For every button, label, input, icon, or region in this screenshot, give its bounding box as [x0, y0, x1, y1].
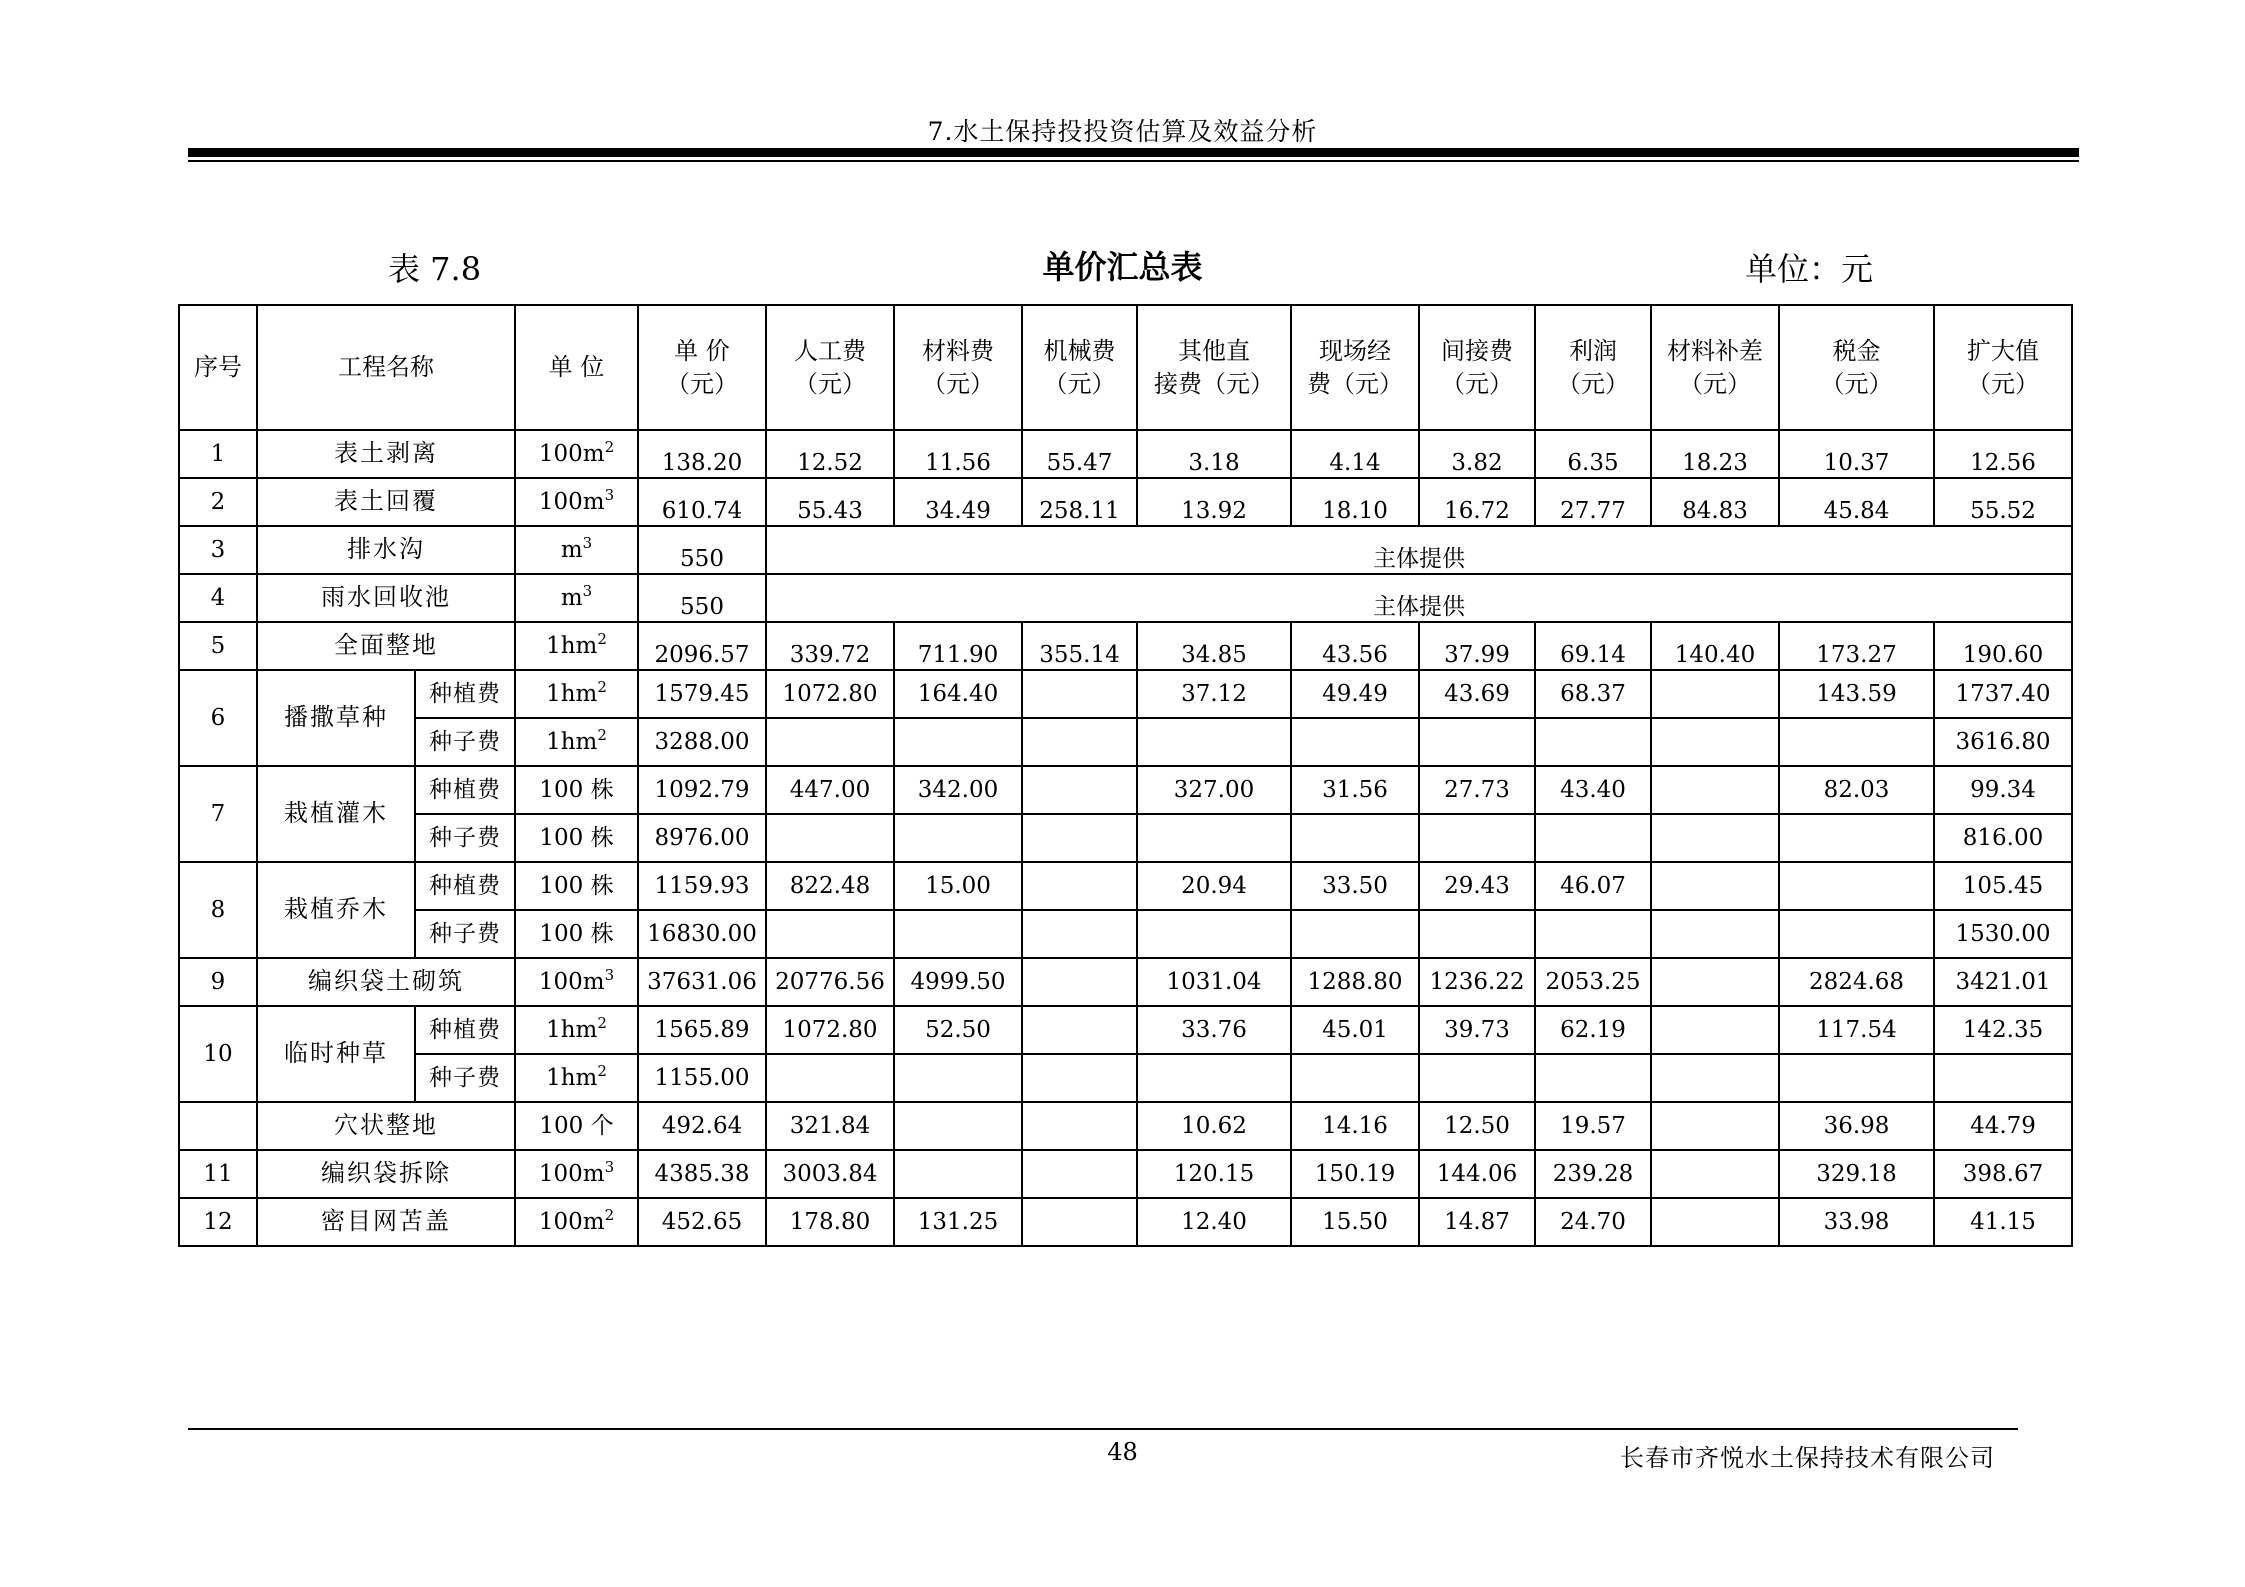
- cell-subitem: 种植费: [415, 766, 515, 814]
- table-row: [179, 910, 2072, 958]
- cell-site: 31.56: [1291, 766, 1419, 814]
- cell-unit: $m^3$: [515, 574, 638, 622]
- cell-profit: 19.57: [1535, 1102, 1651, 1150]
- cell-seq: 11: [179, 1150, 257, 1198]
- cell-supp: [1651, 1198, 1779, 1246]
- cell-subitem: 种植费: [415, 670, 515, 718]
- cell-supp: [1651, 1006, 1779, 1054]
- cell-unit: $100m^3$: [515, 958, 638, 1006]
- table-row: [179, 478, 2072, 526]
- cell-machine: [1022, 766, 1137, 814]
- cell-expand: 398.67: [1934, 1150, 2072, 1198]
- cell-seq: [179, 1102, 257, 1150]
- cell-material: 131.25: [894, 1198, 1022, 1246]
- cell-site: 49.49: [1291, 670, 1419, 718]
- cell-price: 452.65: [638, 1198, 766, 1246]
- cell-name: 播撒草种: [257, 670, 415, 766]
- cell-labor: 3003.84: [766, 1150, 894, 1198]
- table-row: [179, 1006, 2072, 1054]
- cell-profit: [1535, 814, 1651, 862]
- cell-tax: [1779, 814, 1934, 862]
- cell-other: 12.40: [1137, 1198, 1291, 1246]
- cell-material: 164.40: [894, 670, 1022, 718]
- cell-site: [1291, 718, 1419, 766]
- table-row: [179, 1198, 2072, 1246]
- company-name: 长春市齐悦水土保持技术有限公司: [1620, 1444, 1995, 1472]
- cell-tax: [1779, 910, 1934, 958]
- cell-expand: 1737.40: [1934, 670, 2072, 718]
- cell-site: 33.50: [1291, 862, 1419, 910]
- cell-indirect: 43.69: [1419, 670, 1535, 718]
- cell-tax: [1779, 1054, 1934, 1102]
- table-unit: 单位：元: [1745, 250, 1874, 288]
- cell-seq: 6: [179, 670, 257, 766]
- cell-supp: 84.83: [1651, 478, 1779, 526]
- cell-machine: [1022, 1006, 1137, 1054]
- cell-name: 全面整地: [257, 622, 515, 670]
- cell-supp: [1651, 958, 1779, 1006]
- col-expand: 扩大值 （元）: [1934, 305, 2072, 430]
- cell-site: 43.56: [1291, 622, 1419, 670]
- cell-other: 37.12: [1137, 670, 1291, 718]
- col-material-supplement: 材料补差 （元）: [1651, 305, 1779, 430]
- cell-machine: [1022, 862, 1137, 910]
- cell-price: 1565.89: [638, 1006, 766, 1054]
- cell-site: 45.01: [1291, 1006, 1419, 1054]
- cell-other: [1137, 910, 1291, 958]
- cell-unit: $m^3$: [515, 526, 638, 574]
- table-row: [179, 1102, 2072, 1150]
- cell-profit: 239.28: [1535, 1150, 1651, 1198]
- cell-tax: [1779, 862, 1934, 910]
- cell-expand: 55.52: [1934, 478, 2072, 526]
- table-row: [179, 718, 2072, 766]
- cell-unit: 100 株: [515, 910, 638, 958]
- cell-name: 编织袋土砌筑: [257, 958, 515, 1006]
- cell-other: 327.00: [1137, 766, 1291, 814]
- cell-price: 550: [638, 526, 766, 574]
- cell-unit: $1hm^2$: [515, 718, 638, 766]
- cell-labor: 178.80: [766, 1198, 894, 1246]
- cell-indirect: 29.43: [1419, 862, 1535, 910]
- cell-machine: 258.11: [1022, 478, 1137, 526]
- cell-site: 1288.80: [1291, 958, 1419, 1006]
- col-unit: 单 位: [515, 305, 638, 430]
- cell-seq: 3: [179, 526, 257, 574]
- cell-labor: 339.72: [766, 622, 894, 670]
- cell-indirect: [1419, 814, 1535, 862]
- cell-site: 14.16: [1291, 1102, 1419, 1150]
- cell-labor: 55.43: [766, 478, 894, 526]
- cell-price: 1159.93: [638, 862, 766, 910]
- cell-machine: [1022, 958, 1137, 1006]
- table-row: [179, 670, 2072, 718]
- cell-expand: 1530.00: [1934, 910, 2072, 958]
- cell-other: 10.62: [1137, 1102, 1291, 1150]
- cell-tax: 143.59: [1779, 670, 1934, 718]
- cell-material: 4999.50: [894, 958, 1022, 1006]
- table-row: [179, 574, 2072, 622]
- cell-name: 栽植乔木: [257, 862, 415, 958]
- unit-price-table: [178, 304, 2073, 1247]
- cell-name: 排水沟: [257, 526, 515, 574]
- cell-labor: [766, 910, 894, 958]
- table-row: [179, 814, 2072, 862]
- cell-seq: 4: [179, 574, 257, 622]
- cell-seq: 12: [179, 1198, 257, 1246]
- cell-machine: [1022, 718, 1137, 766]
- col-price: 单 价 （元）: [638, 305, 766, 430]
- cell-labor: 20776.56: [766, 958, 894, 1006]
- table-row: [179, 958, 2072, 1006]
- cell-name: 雨水回收池: [257, 574, 515, 622]
- cell-name: 临时种草: [257, 1006, 415, 1102]
- cell-unit: 100 个: [515, 1102, 638, 1150]
- cell-other: 34.85: [1137, 622, 1291, 670]
- cell-profit: [1535, 910, 1651, 958]
- cell-price: 2096.57: [638, 622, 766, 670]
- cell-material: [894, 910, 1022, 958]
- cell-indirect: 39.73: [1419, 1006, 1535, 1054]
- cell-price: 550: [638, 574, 766, 622]
- header-rule: [188, 148, 2079, 157]
- cell-machine: 55.47: [1022, 430, 1137, 478]
- cell-material: 15.00: [894, 862, 1022, 910]
- cell-indirect: 12.50: [1419, 1102, 1535, 1150]
- cell-material: 711.90: [894, 622, 1022, 670]
- cell-name: 编织袋拆除: [257, 1150, 515, 1198]
- cell-price: 610.74: [638, 478, 766, 526]
- cell-tax: 33.98: [1779, 1198, 1934, 1246]
- cell-unit: $1hm^2$: [515, 1054, 638, 1102]
- cell-seq: 2: [179, 478, 257, 526]
- cell-tax: 10.37: [1779, 430, 1934, 478]
- header-rule-thin: [188, 160, 2079, 162]
- cell-profit: 6.35: [1535, 430, 1651, 478]
- cell-machine: [1022, 814, 1137, 862]
- cell-supp: [1651, 718, 1779, 766]
- cell-tax: 329.18: [1779, 1150, 1934, 1198]
- cell-expand: 12.56: [1934, 430, 2072, 478]
- cell-expand: 3421.01: [1934, 958, 2072, 1006]
- cell-subitem: 种子费: [415, 1054, 515, 1102]
- cell-unit: $1hm^2$: [515, 1006, 638, 1054]
- cell-site: [1291, 1054, 1419, 1102]
- table-row: [179, 766, 2072, 814]
- cell-other: [1137, 1054, 1291, 1102]
- cell-profit: 46.07: [1535, 862, 1651, 910]
- cell-subitem: 种子费: [415, 718, 515, 766]
- cell-unit: 100 株: [515, 766, 638, 814]
- cell-supp: [1651, 910, 1779, 958]
- cell-expand: 3616.80: [1934, 718, 2072, 766]
- cell-expand: 99.34: [1934, 766, 2072, 814]
- cell-other: 20.94: [1137, 862, 1291, 910]
- cell-labor: [766, 718, 894, 766]
- cell-indirect: [1419, 718, 1535, 766]
- cell-price: 4385.38: [638, 1150, 766, 1198]
- cell-supp: [1651, 862, 1779, 910]
- cell-price: 16830.00: [638, 910, 766, 958]
- cell-profit: 43.40: [1535, 766, 1651, 814]
- cell-other: 13.92: [1137, 478, 1291, 526]
- cell-labor: 12.52: [766, 430, 894, 478]
- table-number: 表 7.8: [388, 250, 482, 288]
- cell-machine: [1022, 670, 1137, 718]
- cell-material: [894, 1102, 1022, 1150]
- cell-other: [1137, 718, 1291, 766]
- col-site: 现场经 费（元）: [1291, 305, 1419, 430]
- cell-supp: [1651, 1150, 1779, 1198]
- cell-material: [894, 1054, 1022, 1102]
- cell-other: 3.18: [1137, 430, 1291, 478]
- col-labor: 人工费 （元）: [766, 305, 894, 430]
- cell-price: 8976.00: [638, 814, 766, 862]
- col-material: 材料费 （元）: [894, 305, 1022, 430]
- cell-seq: 7: [179, 766, 257, 862]
- cell-profit: 2053.25: [1535, 958, 1651, 1006]
- cell-material: 11.56: [894, 430, 1022, 478]
- cell-unit: $100m^3$: [515, 1150, 638, 1198]
- cell-unit: 100 株: [515, 814, 638, 862]
- cell-expand: 816.00: [1934, 814, 2072, 862]
- cell-site: 18.10: [1291, 478, 1419, 526]
- cell-name: 表土剥离: [257, 430, 515, 478]
- cell-name: 栽植灌木: [257, 766, 415, 862]
- cell-labor: 321.84: [766, 1102, 894, 1150]
- cell-unit: 100 株: [515, 862, 638, 910]
- cell-seq: 9: [179, 958, 257, 1006]
- cell-profit: [1535, 718, 1651, 766]
- cell-tax: [1779, 718, 1934, 766]
- cell-labor: 1072.80: [766, 1006, 894, 1054]
- cell-subitem: 种植费: [415, 862, 515, 910]
- cell-price: 1155.00: [638, 1054, 766, 1102]
- cell-tax: 117.54: [1779, 1006, 1934, 1054]
- table-row: [179, 430, 2072, 478]
- cell-indirect: 1236.22: [1419, 958, 1535, 1006]
- cell-price: 1092.79: [638, 766, 766, 814]
- cell-seq: 10: [179, 1006, 257, 1102]
- cell-site: 150.19: [1291, 1150, 1419, 1198]
- cell-note: 主体提供: [766, 574, 2072, 622]
- cell-expand: 41.15: [1934, 1198, 2072, 1246]
- cell-indirect: 14.87: [1419, 1198, 1535, 1246]
- col-tax: 税金 （元）: [1779, 305, 1934, 430]
- cell-tax: 173.27: [1779, 622, 1934, 670]
- cell-unit: $1hm^2$: [515, 670, 638, 718]
- cell-note: 主体提供: [766, 526, 2072, 574]
- cell-tax: 45.84: [1779, 478, 1934, 526]
- cell-labor: 822.48: [766, 862, 894, 910]
- cell-labor: 447.00: [766, 766, 894, 814]
- footer-rule: [188, 1428, 2018, 1430]
- table-row: [179, 1150, 2072, 1198]
- cell-indirect: 16.72: [1419, 478, 1535, 526]
- cell-seq: 5: [179, 622, 257, 670]
- cell-supp: [1651, 670, 1779, 718]
- cell-indirect: [1419, 1054, 1535, 1102]
- cell-machine: [1022, 1054, 1137, 1102]
- cell-subitem: 种子费: [415, 910, 515, 958]
- running-header: 7.水土保持投投资估算及效益分析: [927, 117, 1318, 146]
- table-row: [179, 622, 2072, 670]
- cell-material: 52.50: [894, 1006, 1022, 1054]
- cell-supp: [1651, 814, 1779, 862]
- cell-supp: [1651, 1102, 1779, 1150]
- cell-material: 34.49: [894, 478, 1022, 526]
- cell-profit: [1535, 1054, 1651, 1102]
- cell-expand: [1934, 1054, 2072, 1102]
- cell-price: 138.20: [638, 430, 766, 478]
- cell-expand: 105.45: [1934, 862, 2072, 910]
- cell-indirect: 27.73: [1419, 766, 1535, 814]
- cell-other: 1031.04: [1137, 958, 1291, 1006]
- col-seq: 序号: [179, 305, 257, 430]
- cell-site: [1291, 910, 1419, 958]
- cell-unit: $100m^3$: [515, 478, 638, 526]
- cell-unit: $100m^2$: [515, 430, 638, 478]
- cell-other: 120.15: [1137, 1150, 1291, 1198]
- cell-other: [1137, 814, 1291, 862]
- cell-expand: 44.79: [1934, 1102, 2072, 1150]
- cell-supp: 18.23: [1651, 430, 1779, 478]
- cell-unit: $1hm^2$: [515, 622, 638, 670]
- cell-indirect: 37.99: [1419, 622, 1535, 670]
- cell-machine: [1022, 1198, 1137, 1246]
- cell-name: 穴状整地: [257, 1102, 515, 1150]
- table-title: 单价汇总表: [1042, 248, 1203, 286]
- cell-machine: [1022, 1102, 1137, 1150]
- cell-profit: 24.70: [1535, 1198, 1651, 1246]
- cell-unit: $100m^2$: [515, 1198, 638, 1246]
- cell-supp: 140.40: [1651, 622, 1779, 670]
- cell-material: 342.00: [894, 766, 1022, 814]
- cell-indirect: 3.82: [1419, 430, 1535, 478]
- cell-expand: 190.60: [1934, 622, 2072, 670]
- cell-site: 4.14: [1291, 430, 1419, 478]
- cell-machine: [1022, 1150, 1137, 1198]
- header-row: [179, 305, 2072, 430]
- cell-expand: 142.35: [1934, 1006, 2072, 1054]
- cell-price: 1579.45: [638, 670, 766, 718]
- cell-seq: 1: [179, 430, 257, 478]
- cell-labor: [766, 1054, 894, 1102]
- cell-indirect: [1419, 910, 1535, 958]
- col-other-direct: 其他直 接费（元）: [1137, 305, 1291, 430]
- col-name: 工程名称: [257, 305, 515, 430]
- cell-material: [894, 1150, 1022, 1198]
- cell-other: 33.76: [1137, 1006, 1291, 1054]
- table-row: [179, 526, 2072, 574]
- cell-price: 37631.06: [638, 958, 766, 1006]
- cell-supp: [1651, 1054, 1779, 1102]
- cell-tax: 2824.68: [1779, 958, 1934, 1006]
- col-profit: 利润 （元）: [1535, 305, 1651, 430]
- cell-tax: 82.03: [1779, 766, 1934, 814]
- cell-material: [894, 718, 1022, 766]
- cell-material: [894, 814, 1022, 862]
- cell-profit: 62.19: [1535, 1006, 1651, 1054]
- table-row: [179, 1054, 2072, 1102]
- cell-tax: 36.98: [1779, 1102, 1934, 1150]
- cell-site: 15.50: [1291, 1198, 1419, 1246]
- cell-indirect: 144.06: [1419, 1150, 1535, 1198]
- cell-site: [1291, 814, 1419, 862]
- cell-subitem: 种植费: [415, 1006, 515, 1054]
- cell-seq: 8: [179, 862, 257, 958]
- page-number: 48: [1107, 1438, 1138, 1466]
- col-machine: 机械费 （元）: [1022, 305, 1137, 430]
- cell-profit: 27.77: [1535, 478, 1651, 526]
- cell-name: 表土回覆: [257, 478, 515, 526]
- cell-subitem: 种子费: [415, 814, 515, 862]
- cell-machine: [1022, 910, 1137, 958]
- col-indirect: 间接费 （元）: [1419, 305, 1535, 430]
- cell-labor: [766, 814, 894, 862]
- cell-price: 3288.00: [638, 718, 766, 766]
- cell-profit: 69.14: [1535, 622, 1651, 670]
- cell-profit: 68.37: [1535, 670, 1651, 718]
- table-row: [179, 862, 2072, 910]
- cell-supp: [1651, 766, 1779, 814]
- cell-machine: 355.14: [1022, 622, 1137, 670]
- cell-price: 492.64: [638, 1102, 766, 1150]
- cell-labor: 1072.80: [766, 670, 894, 718]
- cell-name: 密目网苫盖: [257, 1198, 515, 1246]
